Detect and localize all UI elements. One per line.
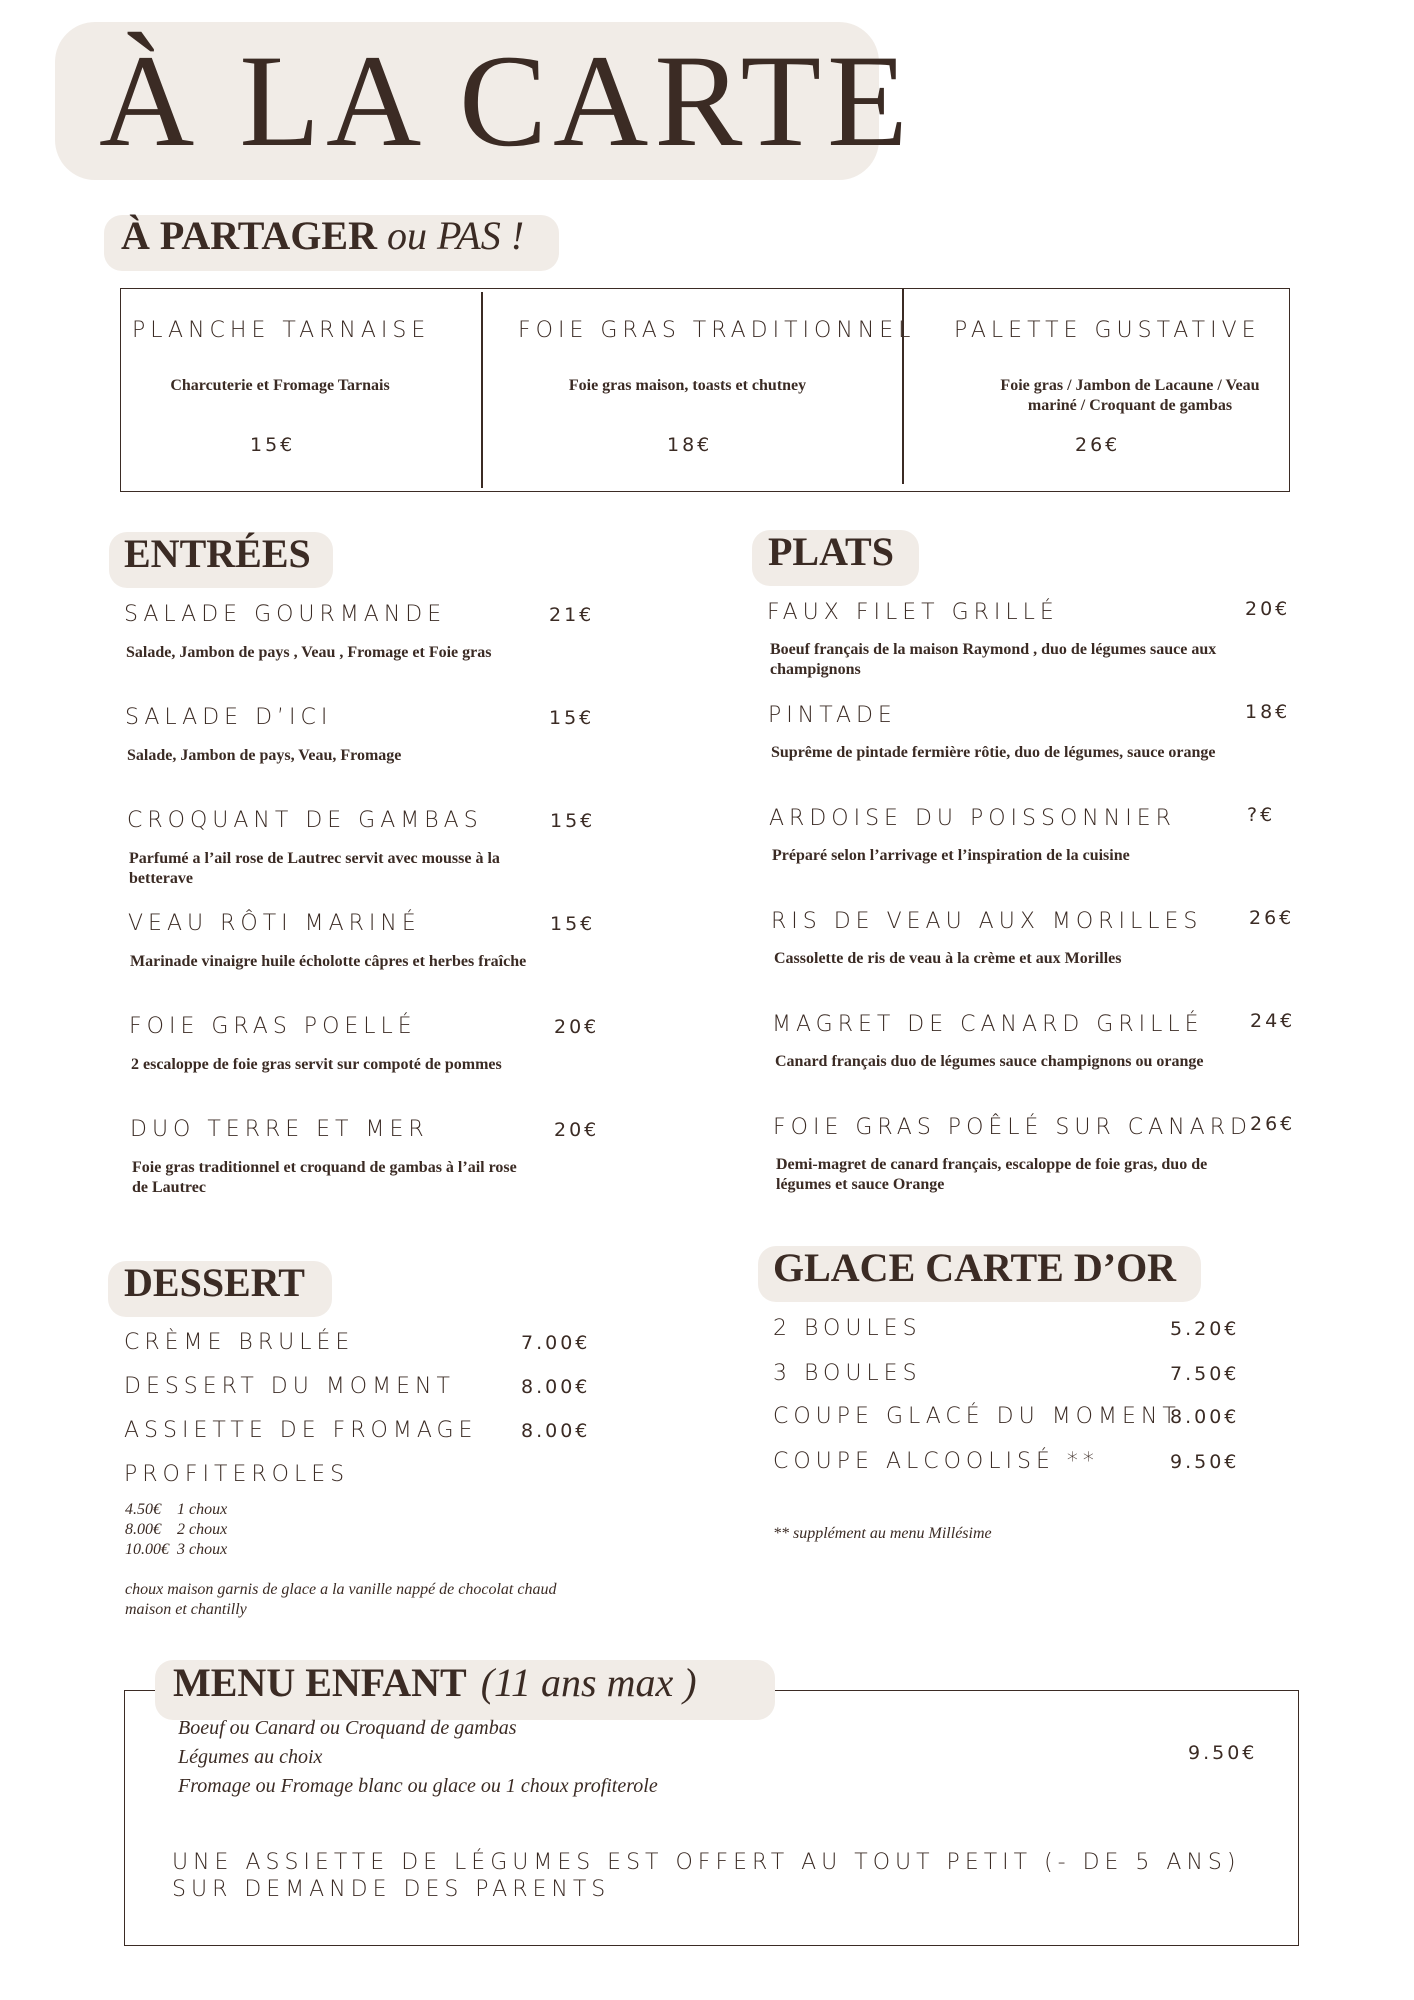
- enfant-line: Légumes au choix: [178, 1746, 323, 1768]
- share-item-price: 18€: [667, 434, 713, 456]
- profiteroles-option: 10.00€ 3 choux: [125, 1541, 228, 1558]
- plat-desc: Demi-magret de canard français, escaloppe de foie gras, duo de légumes et sauce Orange: [776, 1156, 1208, 1193]
- enfant-heading-italic: (11 ans max ): [480, 1660, 697, 1705]
- entree-price: 15€: [549, 707, 595, 729]
- entree-price: 15€: [550, 810, 596, 832]
- entree-name: FOIE GRAS POELLÉ: [129, 1014, 417, 1039]
- entree-name: SALADE GOURMANDE: [124, 602, 447, 627]
- plat-desc: Cassolette de ris de veau à la crème et aux Morilles: [774, 950, 1122, 967]
- entree-desc: 2 escaloppe de foie gras servit sur compoté de pommes: [131, 1056, 502, 1073]
- entree-price: 20€: [554, 1016, 600, 1038]
- share-item-desc: Charcuterie et Fromage Tarnais: [170, 377, 390, 394]
- plat-desc: Canard français duo de légumes sauce champignons ou orange: [775, 1053, 1204, 1070]
- plat-price: 24€: [1250, 1010, 1296, 1032]
- entree-desc: Marinade vinaigre huile écholotte câpres et herbes fraîche: [130, 953, 527, 970]
- profiteroles-name: PROFITEROLES: [124, 1462, 350, 1487]
- profiteroles-desc: choux maison garnis de glace a la vanille nappé de chocolat chaud maison et chantilly: [125, 1581, 557, 1618]
- plat-price: 26€: [1249, 907, 1295, 929]
- glace-name: COUPE GLACÉ DU MOMENT: [773, 1404, 1181, 1429]
- plat-desc: Suprême de pintade fermière rôtie, duo de légumes, sauce orange: [771, 744, 1216, 761]
- share-item-price: 26€: [1075, 434, 1121, 456]
- share-item-desc: Foie gras / Jambon de Lacaune / Veau mariné / Croquant de gambas: [1000, 377, 1260, 414]
- dessert-heading: DESSERT: [124, 1260, 305, 1305]
- enfant-heading: [173, 1659, 697, 1706]
- glace-price: 9.50€: [1170, 1451, 1240, 1473]
- plat-price: 18€: [1245, 701, 1291, 723]
- glace-note: ** supplément au menu Millésime: [773, 1525, 992, 1542]
- plat-desc: Préparé selon l’arrivage et l’inspiration de la cuisine: [772, 847, 1130, 864]
- plat-name: MAGRET DE CANARD GRILLÉ: [772, 1012, 1204, 1037]
- glace-price: 5.20€: [1170, 1318, 1240, 1340]
- plat-desc: Boeuf français de la maison Raymond , duo de légumes sauce aux champignons: [770, 641, 1217, 678]
- glace-price: 8.00€: [1170, 1406, 1240, 1428]
- enfant-footer: UNE ASSIETTE DE LÉGUMES EST OFFERT AU TOUT PETIT (- DE 5 ANS) SUR DEMANDE DES PARENTS: [172, 1850, 1241, 1902]
- entree-name: CROQUANT DE GAMBAS: [127, 808, 483, 833]
- plat-price: 26€: [1250, 1113, 1296, 1135]
- plat-price: 20€: [1245, 598, 1291, 620]
- dessert-price: 7.00€: [521, 1332, 591, 1354]
- profiteroles-option: 8.00€ 2 choux: [125, 1521, 228, 1538]
- entree-price: 20€: [554, 1119, 600, 1141]
- entree-desc: Salade, Jambon de pays , Veau , Fromage et Foie gras: [126, 644, 492, 661]
- share-item-name: FOIE GRAS TRADITIONNEL: [518, 318, 916, 343]
- plat-name: FOIE GRAS POÊLÉ SUR CANARD: [773, 1115, 1252, 1140]
- entree-desc: Parfumé a l’ail rose de Lautrec servit avec mousse à la betterave: [129, 850, 500, 887]
- glace-price: 7.50€: [1170, 1363, 1240, 1385]
- share-heading-bold: À PARTAGER: [121, 213, 377, 258]
- plat-name: RIS DE VEAU AUX MORILLES: [771, 909, 1203, 934]
- share-item-desc: Foie gras maison, toasts et chutney: [568, 377, 807, 394]
- title-banner: [55, 22, 914, 180]
- share-item-name: PALETTE GUSTATIVE: [954, 318, 1261, 343]
- glace-name: 3 BOULES: [773, 1361, 922, 1386]
- share-heading: [121, 212, 524, 259]
- enfant-price: 9.50€: [1188, 1742, 1258, 1764]
- enfant-line: Fromage ou Fromage blanc ou glace ou 1 choux profiterole: [178, 1775, 658, 1797]
- enfant-heading-bold: MENU ENFANT: [173, 1660, 467, 1705]
- share-item-name: PLANCHE TARNAISE: [132, 318, 431, 343]
- glace-name: COUPE ALCOOLISÉ **: [773, 1449, 1099, 1474]
- profiteroles-option: 4.50€ 1 choux: [125, 1501, 228, 1518]
- glace-heading: GLACE CARTE D’OR: [773, 1245, 1177, 1290]
- dessert-name: DESSERT DU MOMENT: [124, 1374, 455, 1399]
- entree-name: VEAU RÔTI MARINÉ: [128, 911, 421, 936]
- share-heading-italic: ou PAS !: [387, 213, 525, 258]
- entree-desc: Foie gras traditionnel et croquand de gambas à l’ail rose de Lautrec: [132, 1159, 517, 1196]
- plat-name: PINTADE: [768, 703, 897, 728]
- enfant-line: Boeuf ou Canard ou Croquand de gambas: [178, 1717, 517, 1739]
- entree-price: 21€: [549, 604, 595, 626]
- plat-name: ARDOISE DU POISSONNIER: [769, 806, 1176, 831]
- enfant-lines: [178, 1714, 658, 1801]
- dessert-price: 8.00€: [521, 1420, 591, 1442]
- plat-name: FAUX FILET GRILLÉ: [767, 600, 1059, 625]
- share-divider-1: [481, 292, 483, 488]
- dessert-name: ASSIETTE DE FROMAGE: [124, 1418, 478, 1443]
- page-title: À LA CARTE: [99, 27, 914, 174]
- entree-price: 15€: [550, 913, 596, 935]
- plats-heading: PLATS: [768, 529, 894, 574]
- plat-price: ?€: [1247, 804, 1276, 826]
- entree-name: SALADE D’ICI: [125, 705, 333, 730]
- entrees-heading: ENTRÉES: [124, 531, 311, 576]
- dessert-price: 8.00€: [521, 1376, 591, 1398]
- glace-name: 2 BOULES: [773, 1316, 922, 1341]
- entree-desc: Salade, Jambon de pays, Veau, Fromage: [127, 747, 402, 764]
- entree-name: DUO TERRE ET MER: [130, 1117, 429, 1142]
- share-item-price: 15€: [250, 434, 296, 456]
- dessert-name: CRÈME BRULÉE: [124, 1330, 355, 1355]
